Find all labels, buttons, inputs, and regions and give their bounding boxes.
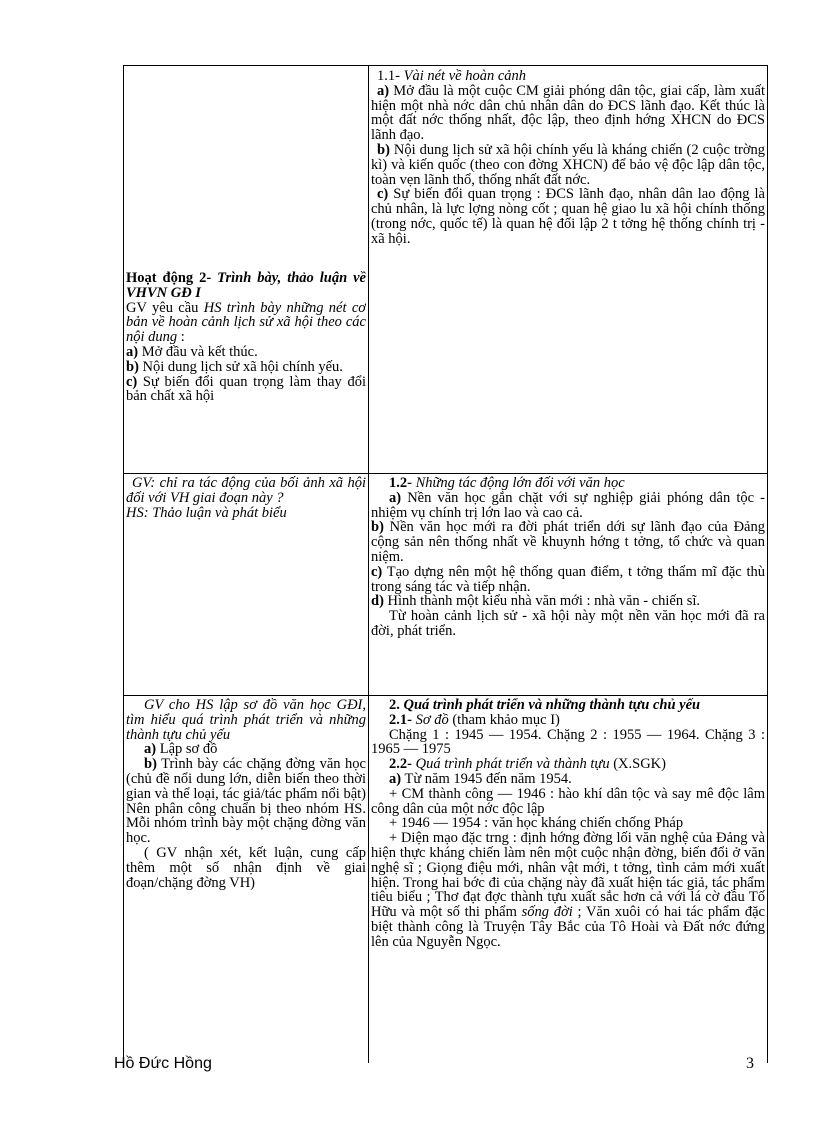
hs-label: HS bbox=[126, 504, 144, 521]
section-title: Vài nét về hoàn cảnh bbox=[403, 69, 527, 84]
row-divider bbox=[123, 473, 768, 474]
lesson-table bbox=[123, 65, 768, 1063]
item-label: b) bbox=[126, 358, 139, 375]
item-label: b) bbox=[377, 141, 390, 158]
impact-cell bbox=[371, 476, 765, 694]
activity-title-bold: Hoạt động 2- bbox=[126, 271, 218, 286]
bullet-text: ; Văn xuôi có hai tác phẩm đặc biệt thành công là Truyện Tây Bắc của Tô Hoài và Đất nớc đứng lên của Nguyễn Ngọc. bbox=[371, 904, 765, 950]
item-text: Từ năm 1945 đến năm 1954. bbox=[401, 770, 572, 787]
gv-prompt: GV: chỉ ra tác động của bối ảnh xã hội đối với VH giai đoạn này ? bbox=[126, 476, 366, 506]
item-label: a) bbox=[389, 489, 402, 506]
item-label: a) bbox=[377, 82, 390, 99]
column-divider bbox=[368, 65, 369, 1063]
item-label: a) bbox=[126, 343, 139, 360]
item-label: b) bbox=[144, 756, 157, 773]
footer-author: Hồ Đức Hồng bbox=[114, 1055, 212, 1072]
item-label: b) bbox=[371, 519, 384, 536]
item-text: Sự biến đổi quan trọng làm thay đổi bản chất xã hội bbox=[126, 373, 366, 405]
item-text: Sự biến đổi quan trọng : ĐCS lãnh đạo, nhân dân lao động là chủ nhân, là lực lợng nòng cốt ; quan hệ giao lu xã hội chính thống (trong nớc, quốc tế) là quan hệ đối lập 2 t tởng hệ thống chính trị - xã hội. bbox=[371, 186, 765, 247]
item-label: c) bbox=[371, 563, 383, 580]
bullet-text: + CM thành công — 1946 : hào khí dân tộc và say mê độc lâm công dân của một nớc độc lập bbox=[371, 785, 765, 817]
bullet-text: + Diện mạo đặc trng : định hớng đờng lối văn nghệ của Đảng và hiện thực kháng chiến làm nên một cuộc nhận đờng, biến đổi ở văn nghệ sĩ ; Giọng điệu mới, nhân vật mới, t tởng, tình cảm mới xuất hiện. Trong hai bớc đi của chặng này đã xuất hiện tác giả, tác phẩm tiêu biểu ; Thơ đạt đợc thành tựu xuất sắc hơn cả với lá cờ đầu Tố Hữu và một số thi phẩm bbox=[371, 830, 765, 921]
intro-italic: HS trình bày những nét cơ bản về hoàn cảnh lịch sử xã hội theo các nội dung bbox=[126, 299, 366, 346]
item-text: Nền văn học gắn chặt với sự nghiệp giải phóng dân tộc - nhiệm vụ chính trị lớn lao và cao cả. bbox=[371, 489, 765, 521]
bullet-text: + 1946 — 1954 : văn học kháng chiến chống Pháp bbox=[389, 815, 684, 832]
activity-title-italic: Trình bày, thảo luận về VHVN GĐ I bbox=[126, 271, 366, 301]
table-border-right bbox=[767, 65, 768, 1063]
section-number: 1.2- bbox=[389, 476, 416, 491]
item-text: Nội dung lịch sử xã hội chính yếu. bbox=[138, 358, 343, 375]
stages-text: Chặng 1 : 1945 — 1954. Chặng 2 : 1955 — 1964. Chặng 3 : 1965 — 1975 bbox=[371, 726, 765, 758]
subsection-number: 2.1- bbox=[389, 711, 416, 728]
section-number: 2. bbox=[389, 698, 404, 713]
subsection-title: Quá trình phát triển và thành tựu bbox=[415, 756, 610, 773]
subsection-note: (tham khảo mục I) bbox=[448, 711, 560, 728]
gv-activity-cell bbox=[126, 698, 366, 1061]
item-text: Mở đầu là một cuộc CM giải phóng dân tộc, giai cấp, làm xuất hiện một nhà nớc dân chủ nhân dân do ĐCS lãnh đạo. Kết thúc là một đất nớc thống nhất, độc lập, theo định hớng XHCN do ĐCS lãnh đạo. bbox=[371, 82, 765, 144]
activity-2-cell bbox=[126, 271, 366, 471]
intro-text: GV yêu cầu bbox=[126, 299, 204, 316]
section-title: Những tác động lớn đối với văn học bbox=[415, 476, 625, 491]
gv-question-cell bbox=[126, 476, 366, 692]
item-label: c) bbox=[126, 373, 138, 390]
subsection-note: (X.SGK) bbox=[609, 756, 666, 773]
bullet-italic: sống đời bbox=[521, 904, 573, 921]
page-number: 3 bbox=[746, 1055, 754, 1072]
table-border-left bbox=[123, 65, 124, 1063]
closing-text: Từ hoàn cảnh lịch sử - xã hội này một nền văn học mới đã ra đời, phát triển. bbox=[371, 608, 765, 639]
item-label: d) bbox=[371, 593, 384, 610]
hs-text: : Thảo luận và phát biểu bbox=[143, 504, 287, 521]
item-text: Trình bày các chặng đờng văn học (chủ đề nổi dung lớn, diễn biến theo thời gian và thể loại, tác giả/tác phẩm nổi bật) Nên phân công chuẩn bị theo nhóm HS. Mỗi nhóm trình bày một chặng đờng văn học. bbox=[126, 756, 366, 847]
gv-note: ( GV nhận xét, kết luận, cung cấp thêm một số nhận định về giai đoạn/chặng đờng VH) bbox=[126, 844, 366, 891]
item-text: Tạo dựng nên một hệ thống quan điểm, t tởng thẩm mĩ đặc thù trong sáng tác và tiếp nhận. bbox=[371, 563, 765, 595]
item-text: Nền văn học mới ra đời phát triển dới sự lãnh đạo của Đảng cộng sản nên thống nhất về khuynh hớng t tởng, tổ chức và quan niệm. bbox=[371, 519, 765, 565]
item-label: a) bbox=[144, 741, 157, 758]
intro-colon: : bbox=[177, 329, 185, 346]
item-text: Nội dung lịch sử xã hội chính yếu là kháng chiến (2 cuộc trờng kì) và kiến quốc (theo con đờng XHCN) để bảo vệ độc lập dân tộc, toàn vẹn lãnh thổ, thống nhất đất nớc. bbox=[371, 141, 765, 188]
gv-instruction: GV cho HS lập sơ đồ văn học GĐI, tìm hiểu quá trình phát triển và những thành tựu chủ yếu bbox=[126, 698, 366, 743]
development-cell bbox=[371, 698, 765, 1061]
item-text: Mở đầu và kết thúc. bbox=[138, 343, 258, 360]
item-label: a) bbox=[389, 770, 402, 787]
item-text: Hình thành một kiểu nhà văn mới : nhà văn - chiến sĩ. bbox=[383, 593, 701, 610]
subsection-title: Sơ đồ bbox=[415, 711, 449, 728]
section-number: 1.1- bbox=[377, 69, 404, 84]
section-title: Quá trình phát triển và những thành tựu chủ yếu bbox=[403, 698, 701, 713]
row-divider bbox=[123, 695, 768, 696]
subsection-number: 2.2- bbox=[389, 756, 416, 773]
item-label: c) bbox=[377, 186, 389, 203]
item-text: Lập sơ đồ bbox=[156, 741, 218, 758]
table-border-top bbox=[123, 65, 768, 66]
context-cell bbox=[371, 69, 765, 469]
